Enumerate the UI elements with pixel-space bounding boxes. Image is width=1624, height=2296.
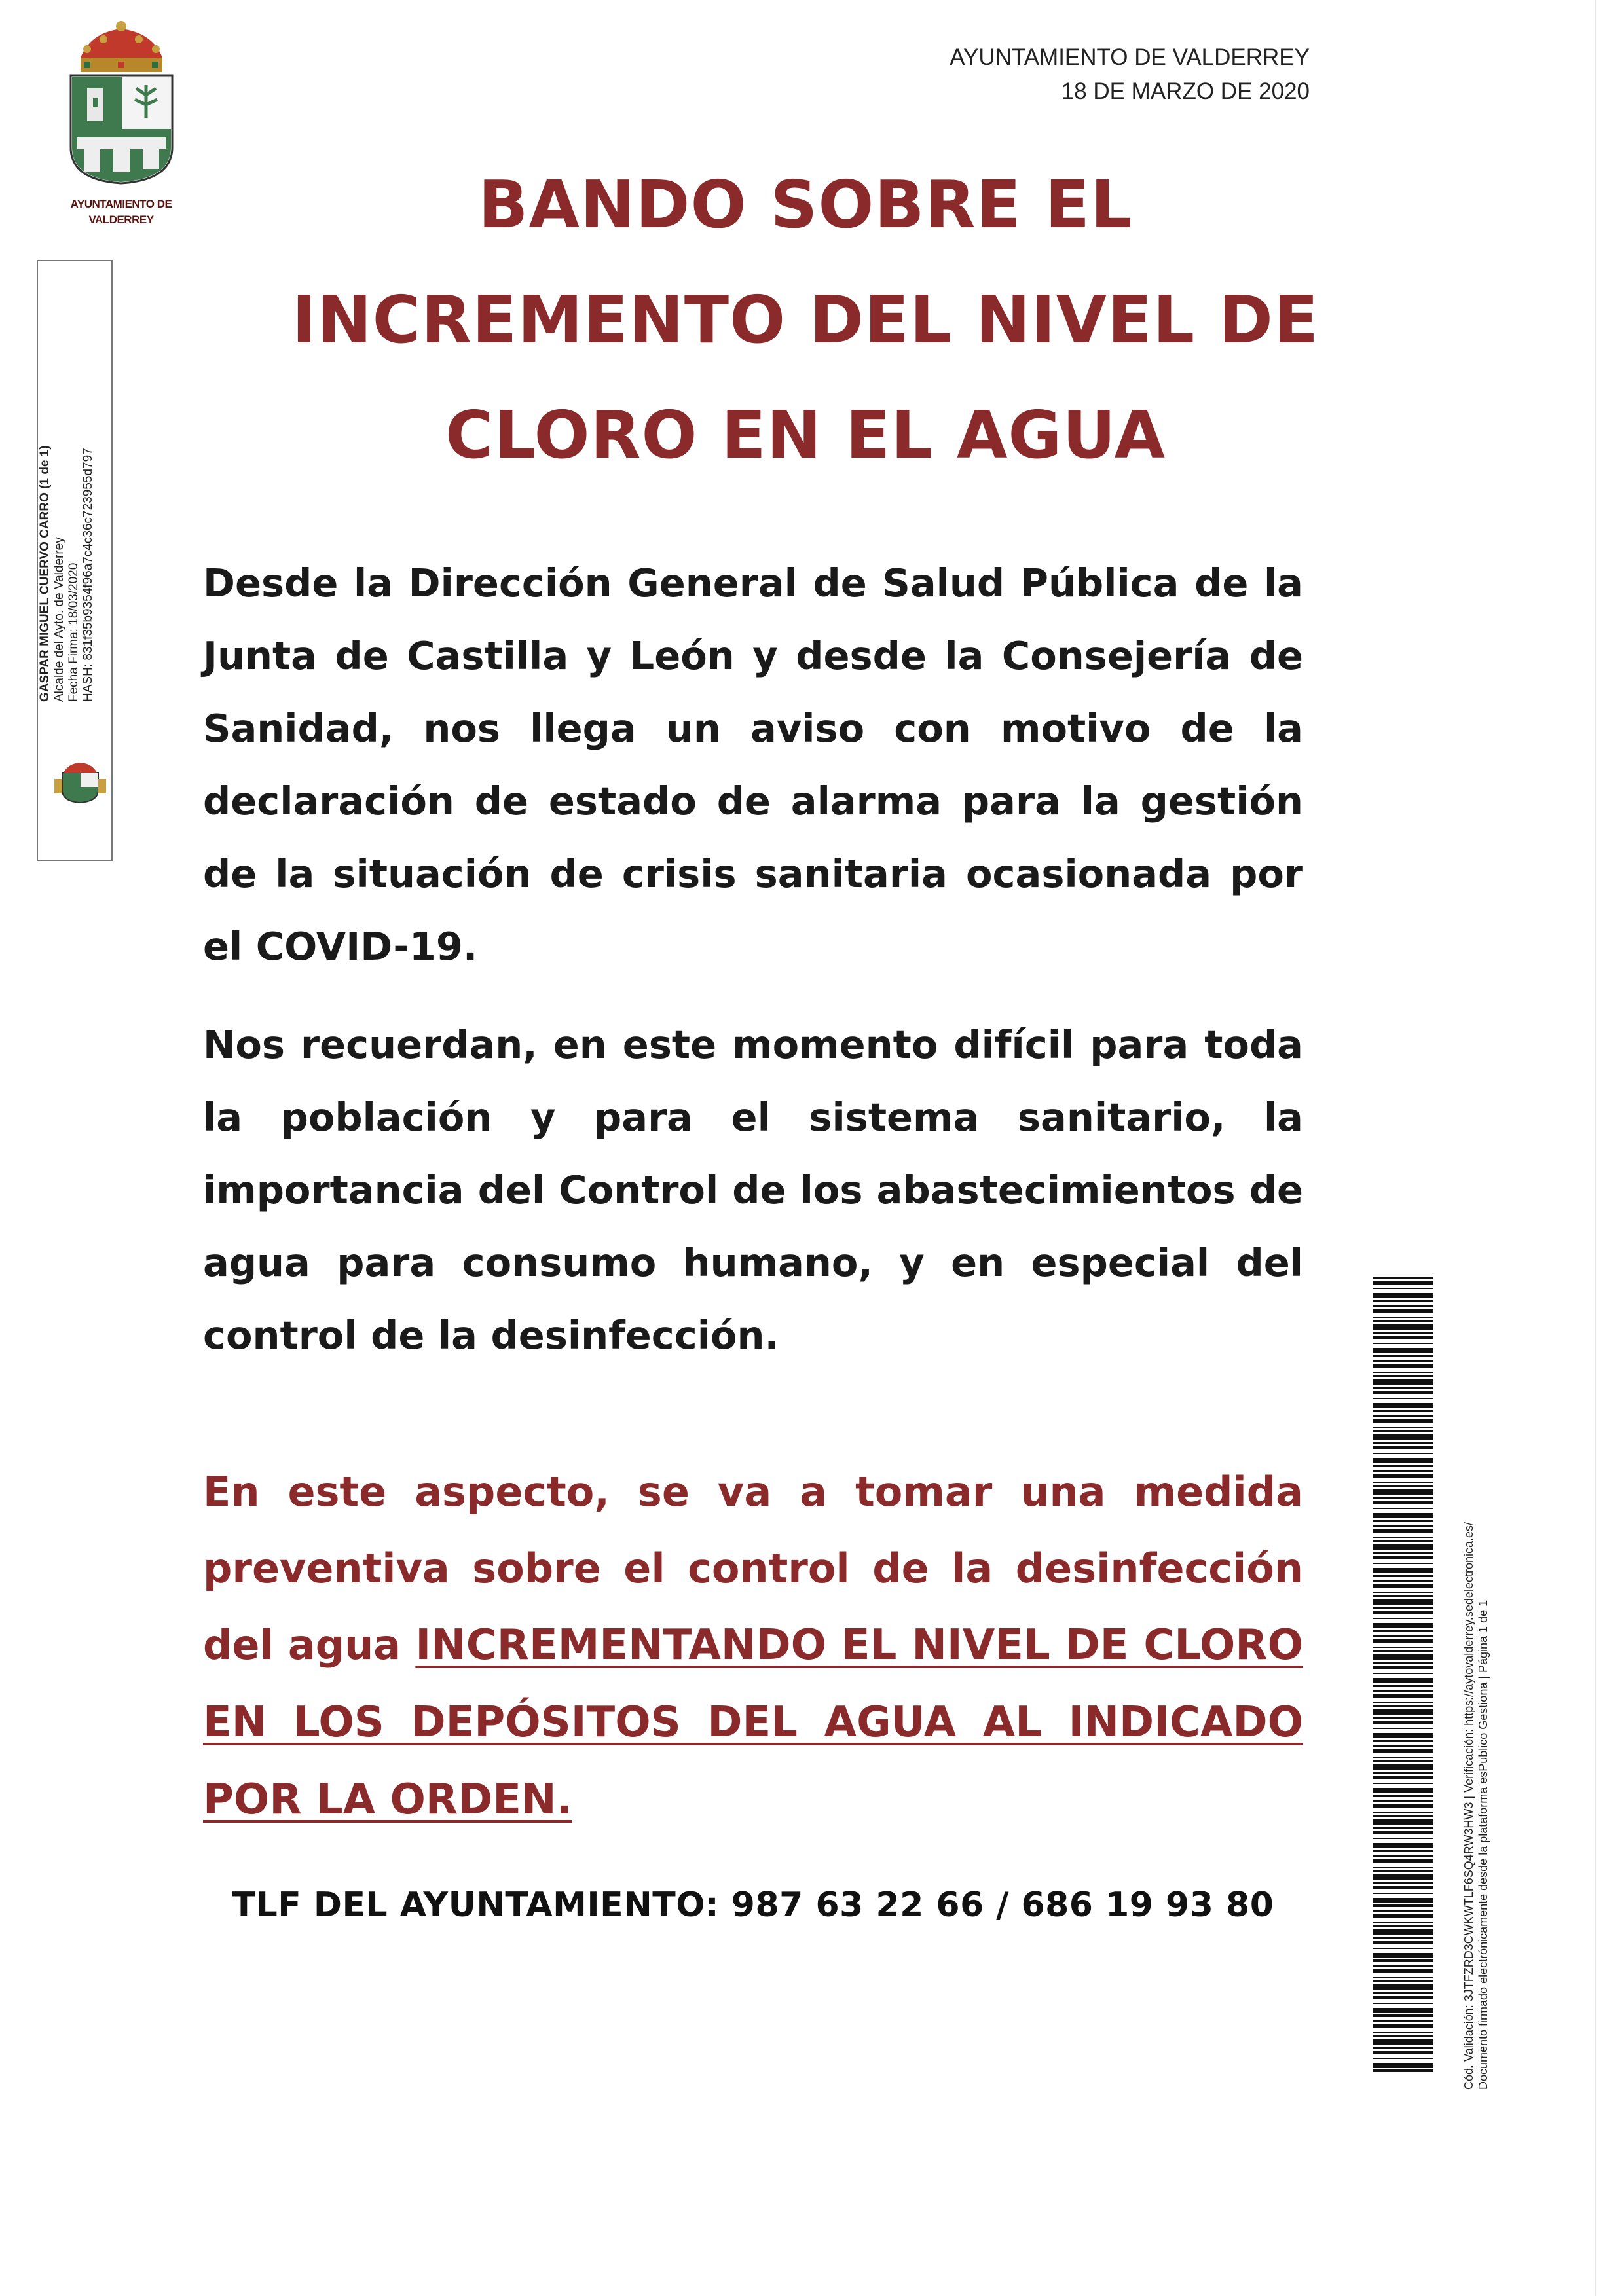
barcode-bar	[1373, 1855, 1433, 1857]
barcode-bar	[1373, 1749, 1433, 1753]
barcode-bar	[1373, 1343, 1433, 1344]
barcode-bar	[1373, 1914, 1433, 1918]
barcode-bar	[1373, 2058, 1433, 2059]
document-header	[950, 41, 1310, 109]
barcode-bar	[1373, 1673, 1433, 1674]
barcode-bar	[1373, 1772, 1433, 1774]
barcode-bar	[1373, 1937, 1433, 1939]
signature-block	[38, 361, 96, 702]
paragraph-medida	[203, 1453, 1303, 1838]
medida-intro: En este aspecto, se va a tomar una medida preventiva sobre el control de la desinfección del agua	[203, 1468, 1303, 1669]
barcode-bar	[1373, 2047, 1433, 2049]
barcode-bar	[1373, 1446, 1433, 1449]
barcode-bar	[1373, 1728, 1433, 1729]
barcode-bar	[1373, 1630, 1433, 1632]
barcode-bar	[1373, 1379, 1433, 1385]
barcode-bar	[1373, 1705, 1433, 1707]
barcode-bar	[1373, 1465, 1433, 1467]
barcode-bar	[1373, 1815, 1433, 1817]
barcode-bar	[1373, 1795, 1433, 1797]
barcode-bar	[1373, 1552, 1433, 1554]
barcode-bar	[1373, 1874, 1433, 1880]
barcode-bar	[1373, 1776, 1433, 1779]
signer-role: Alcalde del Ayto. de Valderrey	[52, 537, 66, 702]
signature-hash: HASH: 831f35b9354f96a7c4c36c723955d797	[81, 448, 95, 702]
barcode-bar	[1373, 1618, 1433, 1619]
barcode-bar	[1373, 1348, 1433, 1353]
barcode-bar	[1373, 1434, 1433, 1440]
barcode-bar	[1373, 1959, 1433, 1962]
barcode-bar	[1373, 1372, 1433, 1373]
barcode-bar	[1373, 1733, 1433, 1738]
barcode-bar	[1373, 1925, 1433, 1927]
barcode-bar	[1373, 1850, 1433, 1852]
barcode-bar	[1373, 1364, 1433, 1368]
barcode-bar	[1373, 1867, 1433, 1868]
barcode-bar	[1373, 1277, 1433, 1279]
barcode-bar	[1373, 1281, 1433, 1285]
signature-date: Fecha Firma: 18/03/2020	[67, 562, 81, 702]
barcode-bar	[1373, 2008, 1433, 2013]
barcode-bar	[1373, 2039, 1433, 2045]
barcode-bar	[1373, 1556, 1433, 1559]
barcode-bar	[1373, 1497, 1433, 1499]
barcode-bar	[1373, 2069, 1433, 2072]
barcode-bar	[1373, 1804, 1433, 1808]
barcode-bar	[1373, 1843, 1433, 1848]
barcode-bar	[1373, 1458, 1433, 1463]
barcode-bar	[1373, 1387, 1433, 1389]
barcode-bar	[1373, 1482, 1433, 1483]
barcode-bar	[1373, 1827, 1433, 1829]
barcode-bar	[1373, 1525, 1433, 1527]
barcode-bar	[1373, 1654, 1433, 1660]
barcode-bar	[1373, 1336, 1433, 1339]
barcode-bar	[1373, 1893, 1433, 1894]
barcode-bar	[1373, 1293, 1433, 1298]
barcode-bar	[1373, 2014, 1433, 2017]
barcode-bar	[1373, 1410, 1433, 1412]
title-line-1: BANDO SOBRE EL	[478, 166, 1133, 243]
barcode-bar	[1373, 1910, 1433, 1912]
barcode-bar	[1373, 2032, 1433, 2033]
barcode-bar	[1373, 1430, 1433, 1432]
barcode-bar	[1373, 1403, 1433, 1408]
barcode-bar	[1373, 1305, 1433, 1307]
barcode-bar	[1373, 1800, 1433, 1802]
barcode-bar	[1373, 1757, 1433, 1758]
seal-icon	[49, 761, 111, 805]
paragraph-recuerdan: Nos recuerdan, en este momento difícil para toda la población y para el sistema sanitario, la importancia del Control de los abastecimientos de agua para consumo humano, y en especial del control de la desinfección.	[203, 1022, 1303, 1358]
barcode-bar	[1373, 1980, 1433, 1982]
barcode-bar	[1373, 1599, 1433, 1605]
barcode-bar	[1373, 1575, 1433, 1577]
barcode-bar	[1373, 1812, 1433, 1813]
barcode-bar	[1373, 1783, 1433, 1784]
barcode-bar	[1373, 1508, 1433, 1509]
logo-caption-line2: VALDERREY	[88, 213, 154, 226]
barcode-bar	[1373, 1788, 1433, 1793]
barcode-bar	[1373, 1529, 1433, 1533]
barcode-bar	[1373, 1831, 1433, 1834]
barcode-bar	[1373, 1332, 1433, 1334]
barcode-bar	[1373, 1584, 1433, 1588]
barcode-bar	[1373, 1317, 1433, 1318]
barcode-bar	[1373, 1513, 1433, 1518]
barcode-bar	[1373, 1501, 1433, 1504]
barcode-bar	[1373, 1764, 1433, 1770]
medida-emphasis: INCREMENTANDO EL NIVEL DE CLORO EN LOS DEPÓSITOS DEL AGUA AL INDICADO POR LA ORDEN.	[203, 1621, 1303, 1824]
barcode-bar	[1373, 2024, 1433, 2028]
institution-name: AYUNTAMIENTO DE VALDERREY	[950, 45, 1310, 70]
verification-line-2: Documento firmado electrónicamente desde la plataforma esPublico Gestiona | Página 1 de 1	[1477, 1599, 1490, 2090]
barcode-bar	[1373, 1745, 1433, 1747]
barcode-bar	[1373, 1922, 1433, 1923]
barcode-bar	[1373, 1694, 1433, 1698]
barcode-bar	[1373, 1453, 1433, 1454]
barcode-bar	[1373, 1941, 1433, 1944]
barcode-bar	[1373, 1470, 1433, 1472]
barcode-bar	[1373, 1537, 1433, 1538]
barcode-bar	[1373, 1965, 1433, 1967]
barcode-bar	[1373, 1419, 1433, 1423]
barcode-bar	[1373, 1666, 1433, 1669]
document-date: 18 DE MARZO DE 2020	[1061, 79, 1310, 104]
barcode-bar	[1373, 1984, 1433, 1990]
barcode-bar	[1373, 2051, 1433, 2054]
barcode-bar	[1373, 1623, 1433, 1628]
barcode-bar	[1373, 1721, 1433, 1724]
barcode-bar	[1373, 1870, 1433, 1872]
barcode-bar	[1373, 1690, 1433, 1692]
barcode-bar	[1373, 1886, 1433, 1889]
barcode-bar	[1373, 1592, 1433, 1593]
barcode-bar	[1373, 1904, 1433, 1907]
barcode-bar	[1373, 1288, 1433, 1289]
page-title	[196, 147, 1414, 493]
barcode-bar	[1373, 1650, 1433, 1652]
barcode-bar	[1373, 1442, 1433, 1444]
barcode-bar	[1373, 1489, 1433, 1495]
barcode-bar	[1373, 1611, 1433, 1614]
barcode-bar	[1373, 1595, 1433, 1597]
barcode-bar	[1373, 1678, 1433, 1683]
paragraph-aviso: Desde la Dirección General de Salud Pública de la Junta de Castilla y León y desde la Consejería de Sanidad, nos llega un aviso con motivo de la declaración de estado de alarma para la gestión de la situación de crisis sanitaria ocasionada por el COVID-19.	[203, 560, 1303, 969]
barcode-bar	[1373, 1474, 1433, 1478]
barcode-bar	[1373, 1819, 1433, 1825]
barcode-icon	[1373, 1277, 1433, 2075]
barcode-bar	[1373, 1398, 1433, 1399]
barcode-bar	[1373, 1948, 1433, 1949]
barcode-bar	[1373, 1563, 1433, 1564]
barcode-bar	[1373, 1898, 1433, 1903]
signer-name: GASPAR MIGUEL CUERVO CARRO (1 de 1)	[38, 445, 52, 702]
barcode-bar	[1373, 1929, 1433, 1935]
barcode-bar	[1373, 1540, 1433, 1542]
barcode-bar	[1373, 1760, 1433, 1762]
barcode-bar	[1373, 1702, 1433, 1703]
barcode-bar	[1373, 1647, 1433, 1648]
barcode-bar	[1373, 2020, 1433, 2022]
barcode-bar	[1373, 2035, 1433, 2037]
barcode-bar	[1373, 2063, 1433, 2068]
barcode-bar	[1373, 1320, 1433, 1322]
barcode-bar	[1373, 1992, 1433, 1994]
barcode-bar	[1373, 1355, 1433, 1357]
barcode-bar	[1373, 1977, 1433, 1978]
barcode-bar	[1373, 1953, 1433, 1958]
barcode-bar	[1373, 1520, 1433, 1522]
barcode-bar	[1373, 1838, 1433, 1839]
barcode-bar	[1373, 1544, 1433, 1550]
scan-edge	[1595, 0, 1596, 2296]
barcode-bar	[1373, 1375, 1433, 1377]
barcode-bar	[1373, 1635, 1433, 1637]
barcode-bar	[1373, 1717, 1433, 1719]
barcode-bar	[1373, 1300, 1433, 1302]
contact-phone: TLF DEL AYUNTAMIENTO: 987 63 22 66 / 686 19 93 80	[232, 1886, 1274, 1925]
title-line-2: INCREMENTO DEL NIVEL DE	[291, 282, 1320, 358]
barcode-bar	[1373, 1415, 1433, 1417]
barcode-bar	[1373, 2003, 1433, 2004]
barcode-bar	[1373, 1580, 1433, 1582]
barcode-bar	[1373, 1709, 1433, 1715]
barcode-bar	[1373, 1324, 1433, 1330]
barcode-bar	[1373, 1859, 1433, 1863]
barcode-bar	[1373, 1639, 1433, 1643]
barcode-bar	[1373, 1662, 1433, 1664]
barcode-bar	[1373, 1996, 1433, 1999]
barcode-bar	[1373, 1360, 1433, 1362]
verification-line-1: Cód. Validación: 3JTFZRD3CWKWTLF6SQ4RW3HW3 | Verificación: https://aytovalderrey.sedelectronica.es/	[1462, 1522, 1475, 2090]
barcode-bar	[1373, 1309, 1433, 1313]
barcode-bar	[1373, 1882, 1433, 1884]
barcode-bar	[1373, 1969, 1433, 1973]
logo-caption	[62, 196, 180, 228]
barcode-bar	[1373, 1391, 1433, 1394]
barcode-bar	[1373, 1607, 1433, 1609]
coat-of-arms-icon	[64, 20, 179, 187]
barcode-bar	[1373, 1685, 1433, 1687]
barcode-bar	[1373, 1485, 1433, 1487]
logo-caption-line1: AYUNTAMIENTO DE	[70, 198, 172, 210]
barcode-bar	[1373, 1740, 1433, 1742]
barcode-bar	[1373, 1427, 1433, 1428]
title-line-3: CLORO EN EL AGUA	[445, 397, 1166, 473]
barcode-bar	[1373, 1568, 1433, 1573]
verification-block	[1462, 1304, 1490, 2090]
